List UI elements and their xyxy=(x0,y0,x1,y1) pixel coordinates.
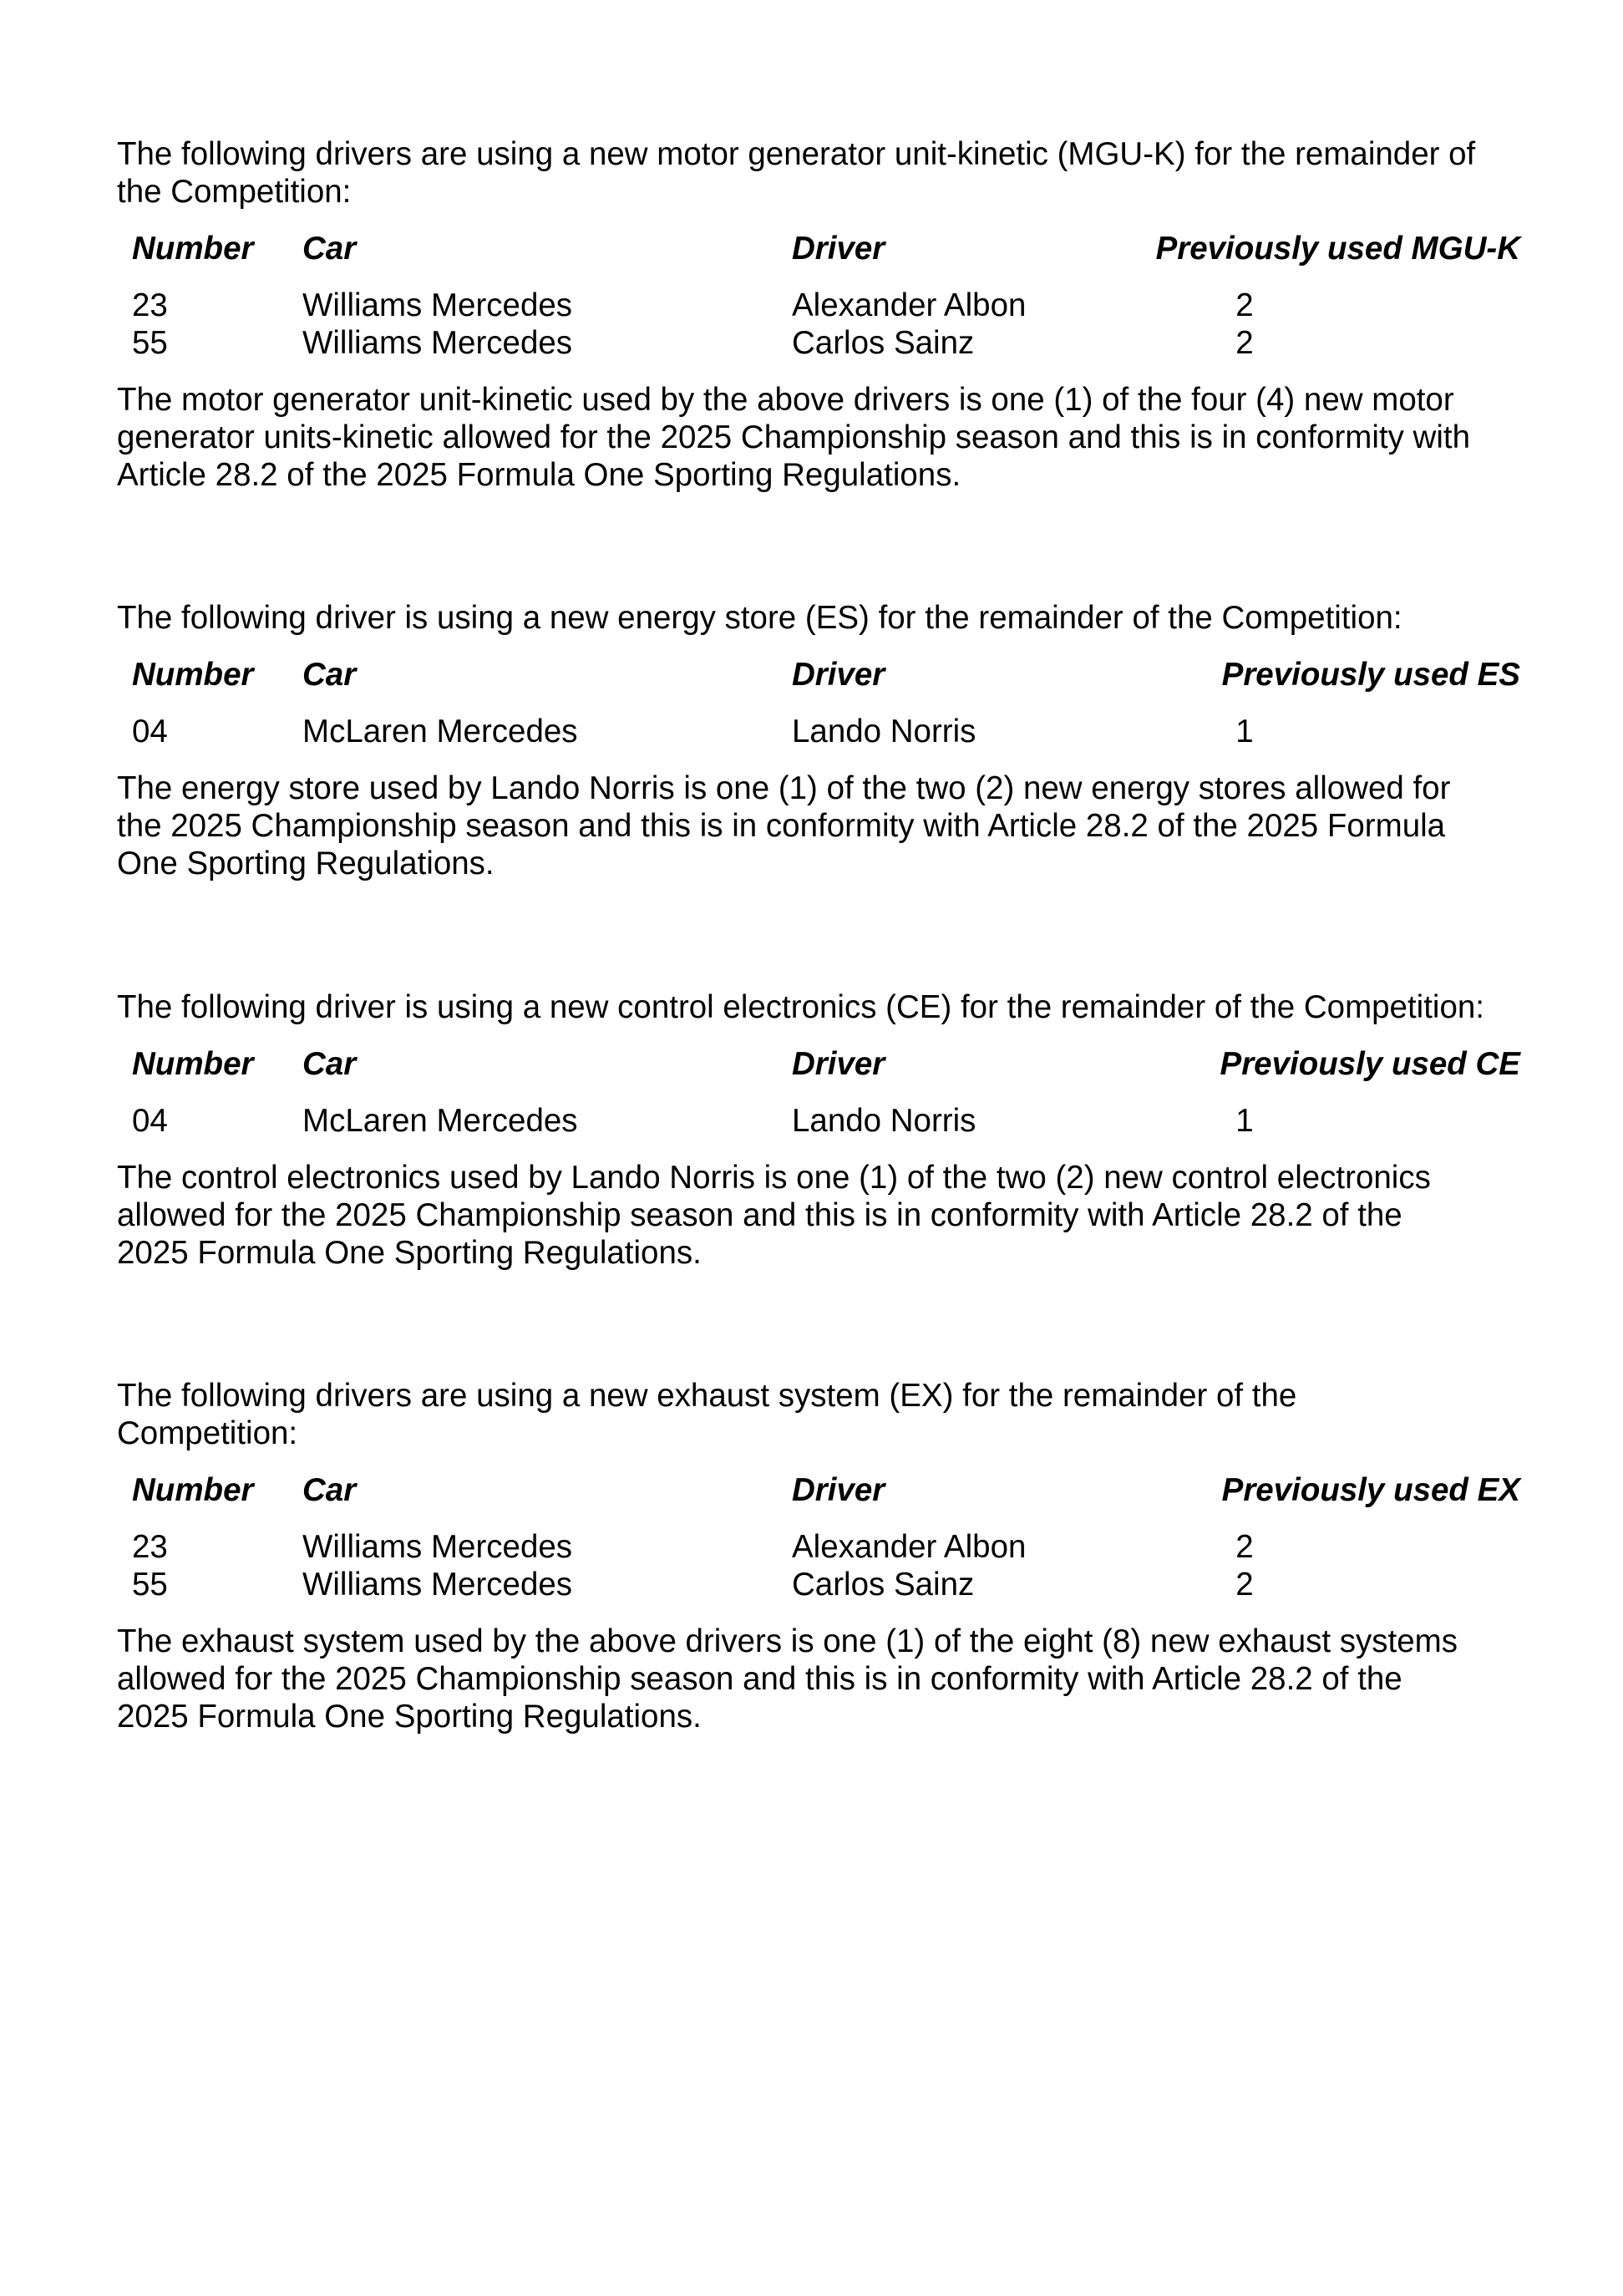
header-car: Car xyxy=(302,1472,357,1508)
cell-driver: Alexander Albon xyxy=(792,1529,1027,1565)
header-car: Car xyxy=(302,657,357,693)
cell-number: 23 xyxy=(132,287,168,323)
section-energy-store xyxy=(117,599,1520,882)
header-number: Number xyxy=(132,231,254,267)
cell-driver: Carlos Sainz xyxy=(792,1567,975,1603)
header-previously-used: Previously used MGU-K xyxy=(1155,231,1520,267)
cell-number: 04 xyxy=(132,1103,168,1139)
table-header xyxy=(117,1471,1520,1509)
header-driver: Driver xyxy=(792,657,885,693)
header-driver: Driver xyxy=(792,231,885,267)
table-row xyxy=(117,1528,1520,1566)
table-header xyxy=(117,230,1520,267)
component-table xyxy=(117,1045,1520,1140)
table-row xyxy=(117,324,1520,362)
header-previously-used: Previously used EX xyxy=(1221,1472,1520,1508)
cell-number: 55 xyxy=(132,1567,168,1603)
cell-driver: Lando Norris xyxy=(792,714,976,749)
cell-car: Williams Mercedes xyxy=(302,325,573,361)
section-note: The motor generator unit-kinetic used by the above drivers is one (1) of the four (4) new motor generator units-kinetic allowed for the 2025 Championship season and this is in conformity with Article 28.2 of the 2025 Formula One Sporting Regulations. xyxy=(117,382,1471,493)
cell-number: 04 xyxy=(132,714,168,749)
section-note: The control electronics used by Lando Norris is one (1) of the two (2) new control electronics allowed for the 2025 Championship season and this is in conformity with Article 28.2 of the 2025 Formula One Sporting Regulations. xyxy=(117,1160,1431,1271)
cell-number: 55 xyxy=(132,325,168,361)
section-note: The energy store used by Lando Norris is one (1) of the two (2) new energy stores allowed for the 2025 Championship season and this is in conformity with Article 28.2 of the 2025 Formula One Sporting Regulations. xyxy=(117,770,1451,881)
cell-previously-used: 2 xyxy=(1235,1529,1254,1565)
table-row xyxy=(117,713,1520,750)
component-table xyxy=(117,656,1520,750)
section-intro: The following driver is using a new control electronics (CE) for the remainder of the Competition: xyxy=(117,989,1484,1025)
cell-driver: Lando Norris xyxy=(792,1103,976,1139)
table-header xyxy=(117,656,1520,693)
cell-car: Williams Mercedes xyxy=(302,287,573,323)
cell-car: McLaren Mercedes xyxy=(302,1103,578,1139)
cell-car: Williams Mercedes xyxy=(302,1529,573,1565)
cell-previously-used: 2 xyxy=(1235,1567,1254,1603)
section-control-electronics xyxy=(117,988,1520,1272)
component-table xyxy=(117,1471,1520,1603)
component-table xyxy=(117,230,1520,362)
section-mgu-k xyxy=(117,135,1520,494)
table-row xyxy=(117,1566,1520,1603)
header-driver: Driver xyxy=(792,1046,885,1082)
header-driver: Driver xyxy=(792,1472,885,1508)
header-previously-used: Previously used ES xyxy=(1221,657,1520,693)
cell-previously-used: 2 xyxy=(1235,325,1254,361)
section-intro: The following driver is using a new energy store (ES) for the remainder of the Competition: xyxy=(117,600,1402,636)
cell-car: Williams Mercedes xyxy=(302,1567,573,1603)
cell-number: 23 xyxy=(132,1529,168,1565)
section-exhaust-system xyxy=(117,1377,1520,1735)
header-car: Car xyxy=(302,231,357,267)
cell-car: McLaren Mercedes xyxy=(302,714,578,749)
section-note: The exhaust system used by the above drivers is one (1) of the eight (8) new exhaust systems allowed for the 2025 Championship season and this is in conformity with Article 28.2 of the 2025 Formula One Sporting Regulations. xyxy=(117,1623,1458,1735)
header-previously-used: Previously used CE xyxy=(1220,1046,1520,1082)
table-row xyxy=(117,287,1520,324)
cell-previously-used: 1 xyxy=(1235,714,1254,749)
header-number: Number xyxy=(132,1046,254,1082)
table-header xyxy=(117,1045,1520,1083)
table-row xyxy=(117,1102,1520,1140)
cell-driver: Alexander Albon xyxy=(792,287,1027,323)
header-number: Number xyxy=(132,1472,254,1508)
section-intro: The following drivers are using a new exhaust system (EX) for the remainder of the Competition: xyxy=(117,1378,1297,1451)
section-intro: The following drivers are using a new motor generator unit-kinetic (MGU-K) for the remainder of the Competition: xyxy=(117,136,1476,210)
cell-previously-used: 1 xyxy=(1235,1103,1254,1139)
header-car: Car xyxy=(302,1046,357,1082)
cell-previously-used: 2 xyxy=(1235,287,1254,323)
cell-driver: Carlos Sainz xyxy=(792,325,975,361)
header-number: Number xyxy=(132,657,254,693)
